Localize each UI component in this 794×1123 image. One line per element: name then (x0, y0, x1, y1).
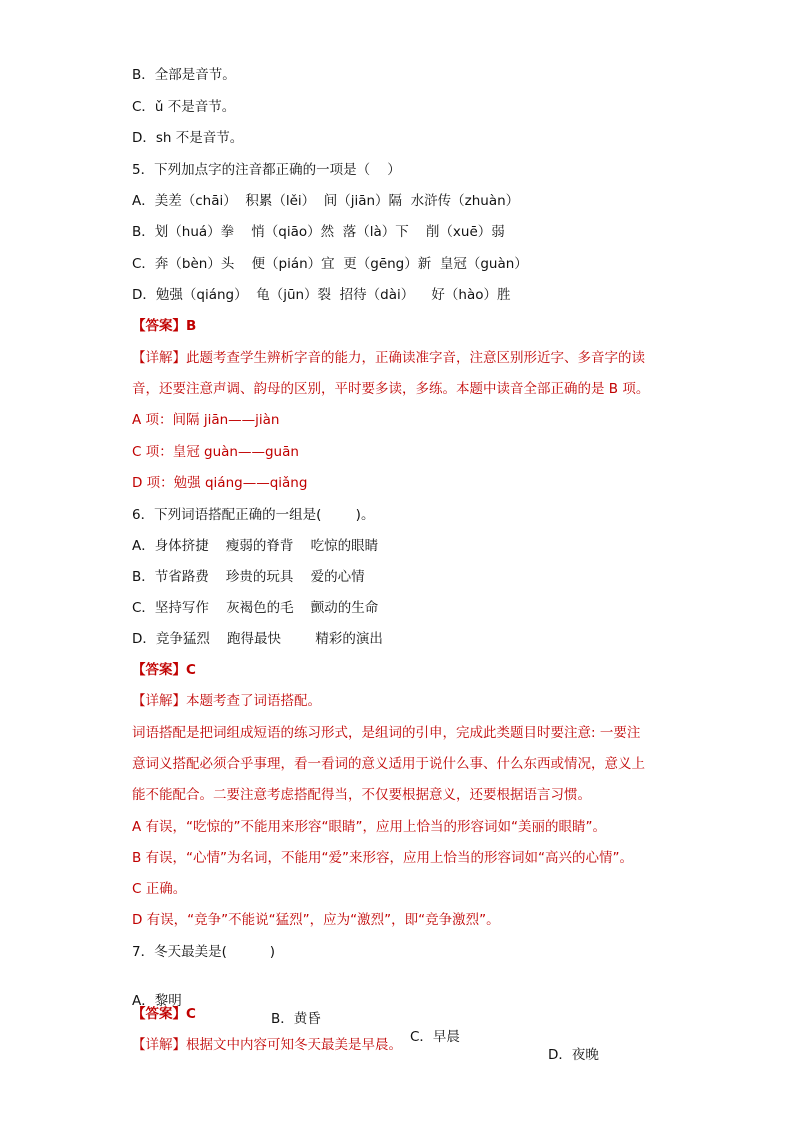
q6-note-d: D 有误，“竞争”不能说“猛烈”，应为“激烈”，即“竞争激烈”。 (132, 912, 500, 928)
q5-note-a: A 项：间隔 jiān——jiàn (132, 412, 280, 428)
q5-answer: 【答案】B (132, 318, 197, 334)
q5-note-d: D 项：勉强 qiáng——qiǎng (132, 475, 308, 491)
q7-option-b: B．黄昏 (271, 1011, 321, 1027)
q7-answer: 【答案】C (132, 1006, 196, 1022)
q4-option-c: C．ǔ 不是音节。 (132, 99, 236, 115)
q7-detail: 【详解】根据文中内容可知冬天最美是早晨。 (132, 1037, 402, 1053)
q5-option-a: A．美差（chāi） 积累（lěi） 间（jiān）隔 水浒传（zhuàn） (132, 193, 520, 209)
q4-option-b: B．全部是音节。 (132, 67, 236, 83)
q4-option-d: D．sh 不是音节。 (132, 130, 244, 146)
q7-option-a: A．黎明 (132, 993, 182, 1009)
q6-body-line-2: 意词义搭配必须合乎事理，看一看词的意义适用于说什么事、什么东西或情况，意义上 (132, 756, 645, 772)
q5-option-d: D．勉强（qiáng） 龟（jūn）裂 招待（dài） 好（hào）胜 (132, 287, 511, 303)
q7-option-c: C．早晨 (410, 1029, 460, 1045)
q6-option-b: B．节省路费 珍贵的玩具 爱的心情 (132, 569, 365, 585)
q6-option-c: C．坚持写作 灰褐色的毛 颤动的生命 (132, 600, 379, 616)
q6-note-b: B 有误，“心情”为名词，不能用“爱”来形容，应用上恰当的形容词如“高兴的心情”。 (132, 850, 634, 866)
q6-answer: 【答案】C (132, 662, 196, 678)
q7-stem: 7．冬天最美是( ) (132, 944, 276, 960)
q6-detail-head: 【详解】本题考查了词语搭配。 (132, 693, 321, 709)
q6-body-line-3: 能不能配合。二要注意考虑搭配得当，不仅要根据意义，还要根据语言习惯。 (132, 787, 591, 803)
q6-option-a: A．身体挤捷 瘦弱的脊背 吃惊的眼睛 (132, 538, 379, 554)
q6-note-c: C 正确。 (132, 881, 187, 897)
q5-detail-line-1: 【详解】此题考查学生辨析字音的能力，正确读准字音，注意区别形近字、多音字的读 (132, 350, 645, 366)
q5-option-b: B．划（huá）拳 悄（qiāo）然 落（là）下 削（xuē）弱 (132, 224, 505, 240)
q7-option-d: D．夜晚 (548, 1047, 599, 1063)
q5-stem: 5．下列加点字的注音都正确的一项是（ ） (132, 162, 401, 178)
q6-stem: 6．下列词语搭配正确的一组是( )。 (132, 507, 375, 523)
q6-body-line-1: 词语搭配是把词组成短语的练习形式，是组词的引申，完成此类题目时要注意: 一要注 (132, 725, 641, 741)
q5-note-c: C 项：皇冠 guàn——guān (132, 444, 299, 460)
q6-note-a: A 有误，“吃惊的”不能用来形容“眼睛”，应用上恰当的形容词如“美丽的眼睛”。 (132, 819, 606, 835)
q5-option-c: C．奔（bèn）头 便（pián）宜 更（gēng）新 皇冠（guàn） (132, 256, 528, 272)
q6-option-d: D．竞争猛烈 跑得最快 精彩的演出 (132, 631, 383, 647)
q5-detail-line-2: 音，还要注意声调、韵母的区别，平时要多读，多练。本题中读音全部正确的是 B 项。 (132, 381, 650, 397)
